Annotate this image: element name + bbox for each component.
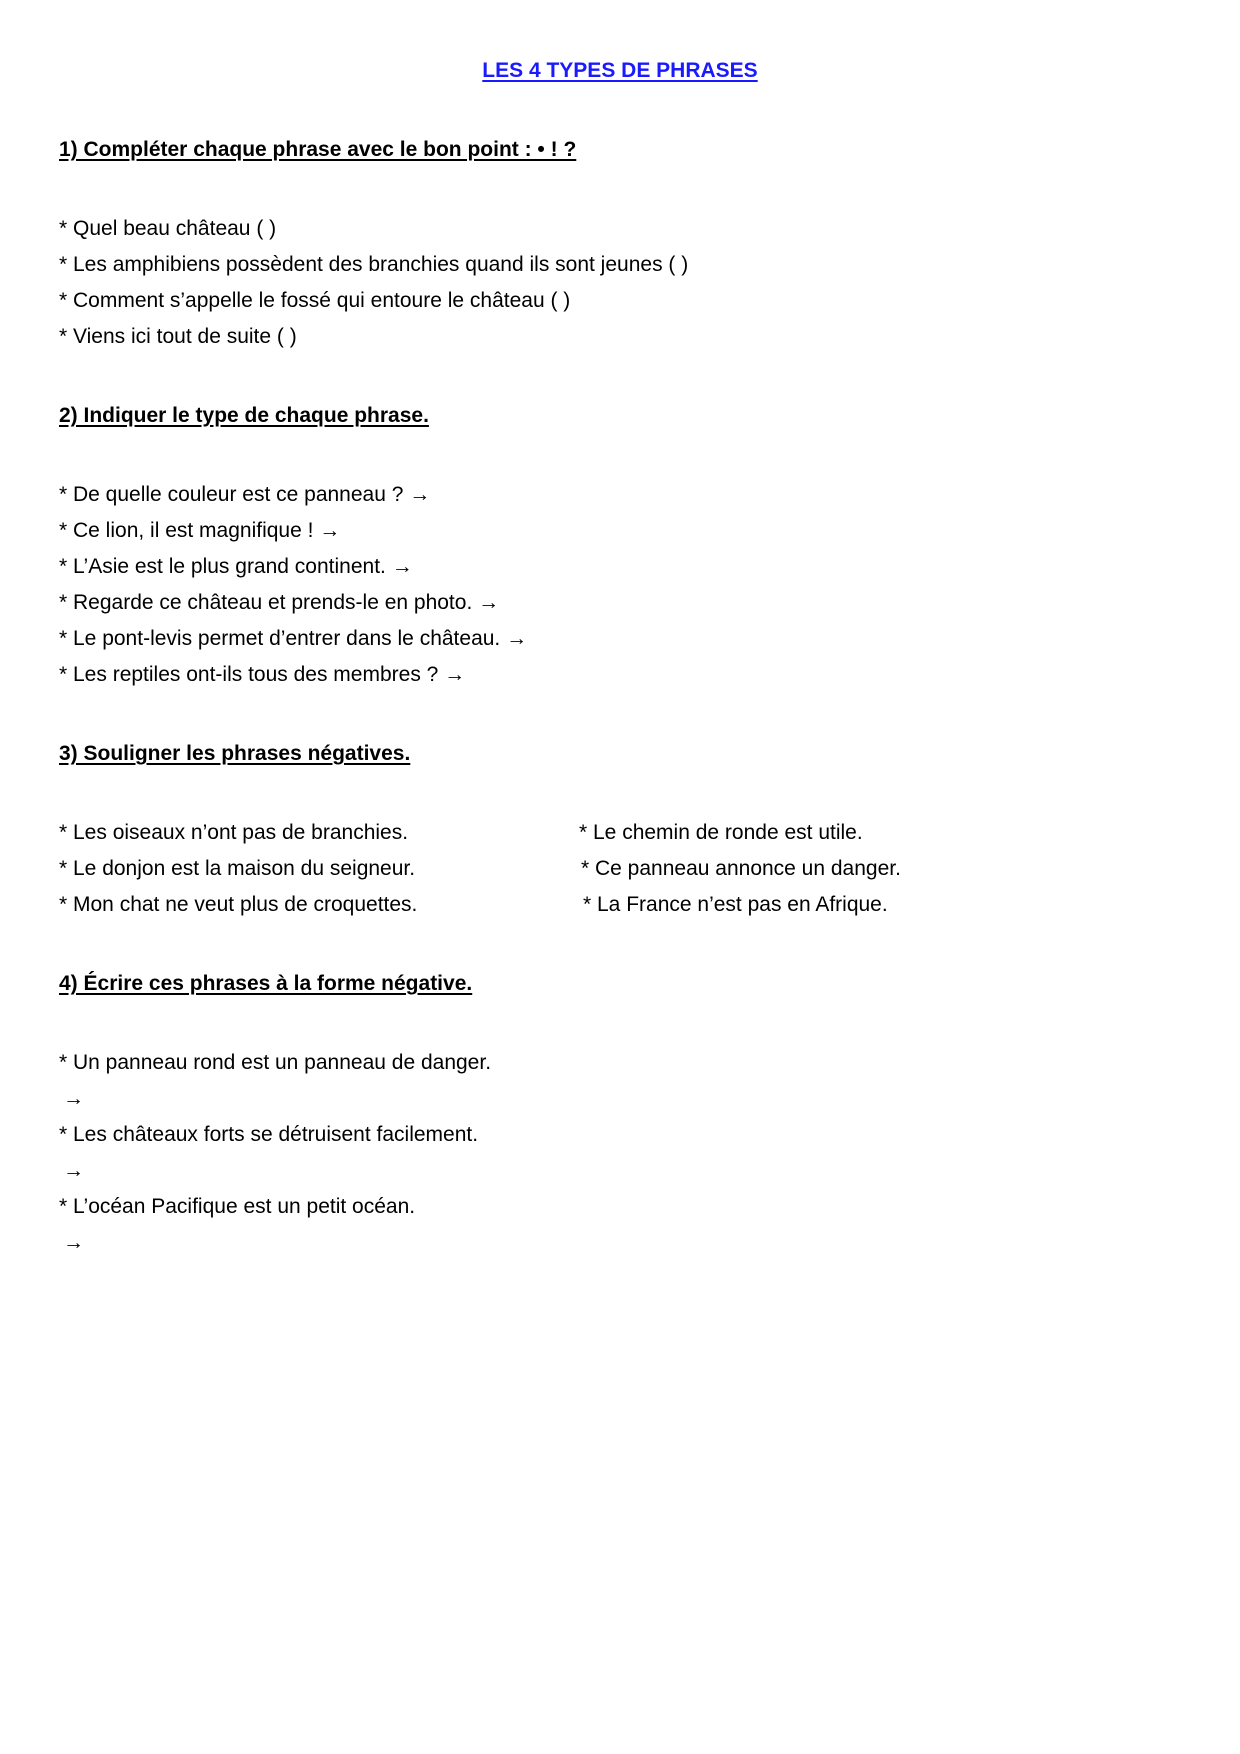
page-title [0, 58, 1240, 84]
section-1-heading: 1) Compléter chaque phrase avec le bon point : • ! ? [59, 138, 577, 161]
s3-right-sentence-1: * Le chemin de ronde est utile. [579, 821, 863, 844]
s3-left-sentence-1: * Les oiseaux n’ont pas de branchies. [59, 821, 409, 844]
s3-right-sentence-3: * La France n’est pas en Afrique. [583, 893, 888, 916]
section-2-heading: 2) Indiquer le type de chaque phrase. [59, 404, 429, 427]
s1-sentence-4: * Viens ici tout de suite ( ) [59, 325, 297, 348]
s4-answer-arrow-3: → [63, 1231, 84, 1254]
s3-right-sentence-2: * Ce panneau annonce un danger. [581, 857, 901, 880]
s2-sentence-2: * Ce lion, il est magnifique ! → [59, 519, 341, 542]
page-title-text: LES 4 TYPES DE PHRASES [482, 59, 758, 82]
s1-sentence-1: * Quel beau château ( ) [59, 217, 277, 240]
s4-sentence-1: * Un panneau rond est un panneau de danger. [59, 1051, 492, 1074]
s4-answer-arrow-2: → [63, 1159, 84, 1182]
s4-sentence-2: * Les châteaux forts se détruisent facilement. [59, 1123, 479, 1146]
s4-sentence-3: * L’océan Pacifique est un petit océan. [59, 1195, 416, 1218]
section-4-heading: 4) Écrire ces phrases à la forme négative. [59, 972, 473, 995]
s1-sentence-3: * Comment s’appelle le fossé qui entoure le château ( ) [59, 289, 571, 312]
s2-sentence-5: * Le pont-levis permet d’entrer dans le château. → [59, 627, 528, 650]
s3-left-sentence-3: * Mon chat ne veut plus de croquettes. [59, 893, 418, 916]
s3-left-sentence-2: * Le donjon est la maison du seigneur. [59, 857, 416, 880]
section-3-heading: 3) Souligner les phrases négatives. [59, 742, 411, 765]
s2-sentence-4: * Regarde ce château et prends-le en photo. → [59, 591, 500, 614]
s4-answer-arrow-1: → [63, 1087, 84, 1110]
s2-sentence-1: * De quelle couleur est ce panneau ? → [59, 483, 431, 506]
s2-sentence-6: * Les reptiles ont-ils tous des membres ? → [59, 663, 466, 686]
s1-sentence-2: * Les amphibiens possèdent des branchies quand ils sont jeunes ( ) [59, 253, 689, 276]
s2-sentence-3: * L’Asie est le plus grand continent. → [59, 555, 413, 578]
